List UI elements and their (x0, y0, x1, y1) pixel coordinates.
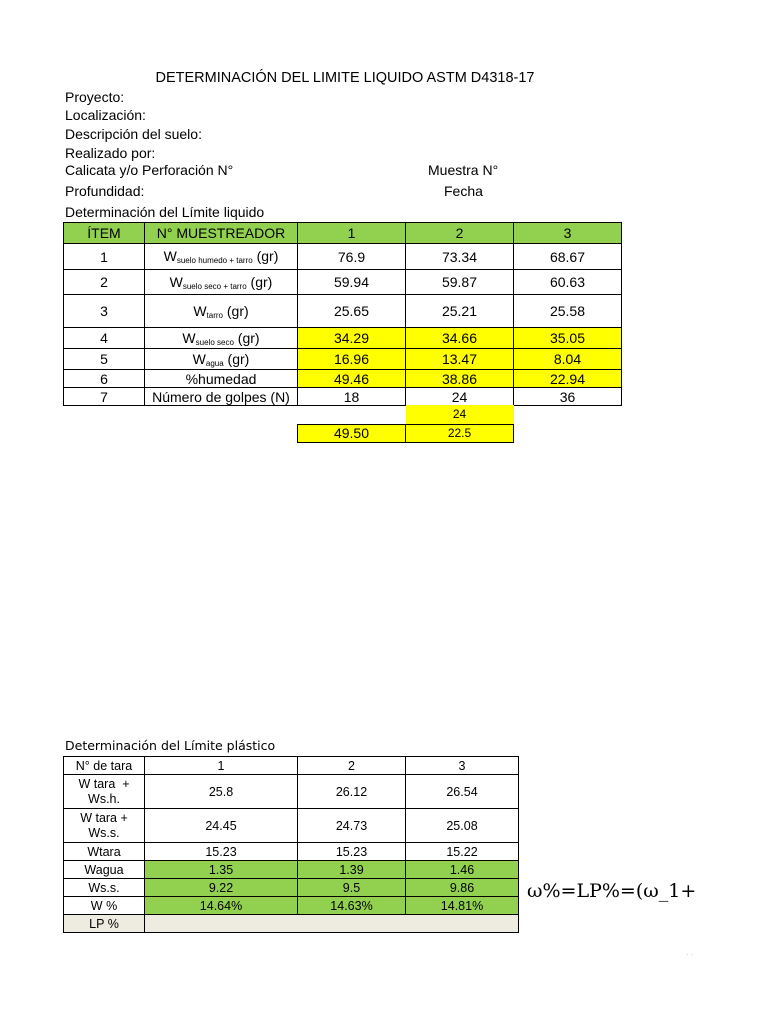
value-cell: 18 (298, 388, 406, 406)
page-title: DETERMINACIÓN DEL LIMITE LIQUIDO ASTM D4318-17 (155, 70, 535, 86)
liquid-limit-caption: Determinación del Límite liquido (65, 204, 265, 220)
value-cell: 25.8 (145, 775, 298, 809)
header-1: 1 (145, 757, 298, 775)
value-cell: 9.22 (145, 879, 298, 897)
fecha-label: Fecha (444, 183, 483, 199)
table-row (64, 843, 519, 861)
header-2: 2 (406, 223, 514, 244)
lp-value-cell (145, 915, 519, 933)
value-cell: 22.94 (514, 370, 622, 388)
row-label: W % (64, 897, 145, 915)
value-cell: 15.23 (145, 843, 298, 861)
value-cell: 25.58 (514, 295, 622, 328)
header-muestreador: N° MUESTREADOR (145, 223, 298, 244)
header-1: 1 (298, 223, 406, 244)
value-cell: 26.54 (406, 775, 519, 809)
item-cell: 7 (64, 388, 145, 406)
header-2: 2 (298, 757, 406, 775)
liquid-limit-table (63, 222, 622, 406)
faint-mark: · · (686, 950, 694, 959)
descripcion-label: Descripción del suelo: (65, 126, 202, 142)
value-cell: 76.9 (298, 244, 406, 270)
row-label: W tara + Ws.s. (64, 809, 145, 843)
table-row (64, 879, 519, 897)
value-cell: 24.73 (298, 809, 406, 843)
value-cell: 14.64% (145, 897, 298, 915)
item-cell: 5 (64, 349, 145, 370)
table-header-row (64, 757, 519, 775)
plastic-limit-caption: Determinación del Límite plástico (65, 738, 276, 753)
liquid-limit-result-table (297, 405, 514, 443)
value-cell: 14.63% (298, 897, 406, 915)
row-label: Ws.s. (64, 879, 145, 897)
header-item: ÍTEM (64, 223, 145, 244)
table-row (64, 388, 622, 406)
item-cell: 1 (64, 244, 145, 270)
item-cell: 2 (64, 270, 145, 295)
value-cell: 16.96 (298, 349, 406, 370)
value-cell: 15.23 (298, 843, 406, 861)
value-cell: 59.94 (298, 270, 406, 295)
table-header-row (64, 223, 622, 244)
value-cell: 1.39 (298, 861, 406, 879)
table-row (64, 328, 622, 349)
row-label: Wagua (64, 861, 145, 879)
muestra-label: Muestra N° (428, 162, 499, 178)
table-row (64, 270, 622, 295)
profundidad-label: Profundidad: (65, 183, 145, 199)
value-cell: 8.04 (514, 349, 622, 370)
value-cell: 24.45 (145, 809, 298, 843)
row-label: LP % (64, 915, 145, 933)
value-cell: 26.12 (298, 775, 406, 809)
item-cell: 4 (64, 328, 145, 349)
value-cell: 34.66 (406, 328, 514, 349)
muestreador-cell: $W_{suelo seco + tarro}$ (gr) (145, 270, 298, 295)
value-cell: 73.34 (406, 244, 514, 270)
item-cell: 6 (64, 370, 145, 388)
extra-right-value: 22.5 (406, 424, 514, 442)
value-cell: 59.87 (406, 270, 514, 295)
value-cell: 68.67 (514, 244, 622, 270)
value-cell: 34.29 (298, 328, 406, 349)
plastic-limit-table (63, 756, 519, 933)
table-row (64, 915, 519, 933)
lp-formula: ω%=LP%=(ω_1+ (527, 880, 697, 902)
value-cell: 60.63 (514, 270, 622, 295)
table-row (64, 295, 622, 328)
proyecto-label: Proyecto: (65, 89, 125, 105)
extra-top-value: 24 (406, 405, 514, 424)
header-3: 3 (406, 757, 519, 775)
value-cell: 25.65 (298, 295, 406, 328)
value-cell: 15.22 (406, 843, 519, 861)
table-row (64, 244, 622, 270)
liquid-limit-value: 49.50 (298, 424, 406, 442)
value-cell: 38.86 (406, 370, 514, 388)
value-cell: 9.5 (298, 879, 406, 897)
table-row (64, 775, 519, 809)
header-tara: N° de tara (64, 757, 145, 775)
muestreador-cell: $W_{suelo seco}$ (gr) (145, 328, 298, 349)
header-3: 3 (514, 223, 622, 244)
empty-cell (298, 405, 406, 424)
row-label: Wtara (64, 843, 145, 861)
value-cell: 49.46 (298, 370, 406, 388)
value-cell: 14.81% (406, 897, 519, 915)
value-cell: 24 (406, 388, 514, 406)
value-cell: 13.47 (406, 349, 514, 370)
value-cell: 1.46 (406, 861, 519, 879)
value-cell: 25.21 (406, 295, 514, 328)
value-cell: 1.35 (145, 861, 298, 879)
item-cell: 3 (64, 295, 145, 328)
table-row (64, 897, 519, 915)
value-cell: 36 (514, 388, 622, 406)
muestreador-cell: $W_{agua}$ (gr) (145, 349, 298, 370)
value-cell: 9.86 (406, 879, 519, 897)
realizado-label: Realizado por: (65, 145, 156, 161)
localizacion-label: Localización: (65, 107, 146, 123)
muestreador-cell: $W_{tarro}$ (gr) (145, 295, 298, 328)
table-row (64, 370, 622, 388)
calicata-label: Calicata y/o Perforación N° (65, 162, 234, 178)
table-row (64, 349, 622, 370)
muestreador-cell: Número de golpes (N) (145, 388, 298, 406)
row-label: W tara + Ws.h. (64, 775, 145, 809)
table-row (64, 809, 519, 843)
value-cell: 35.05 (514, 328, 622, 349)
muestreador-cell: $W_{suelo humedo + tarro}$ (gr) (145, 244, 298, 270)
value-cell: 25.08 (406, 809, 519, 843)
table-row (64, 861, 519, 879)
muestreador-cell: %humedad (145, 370, 298, 388)
